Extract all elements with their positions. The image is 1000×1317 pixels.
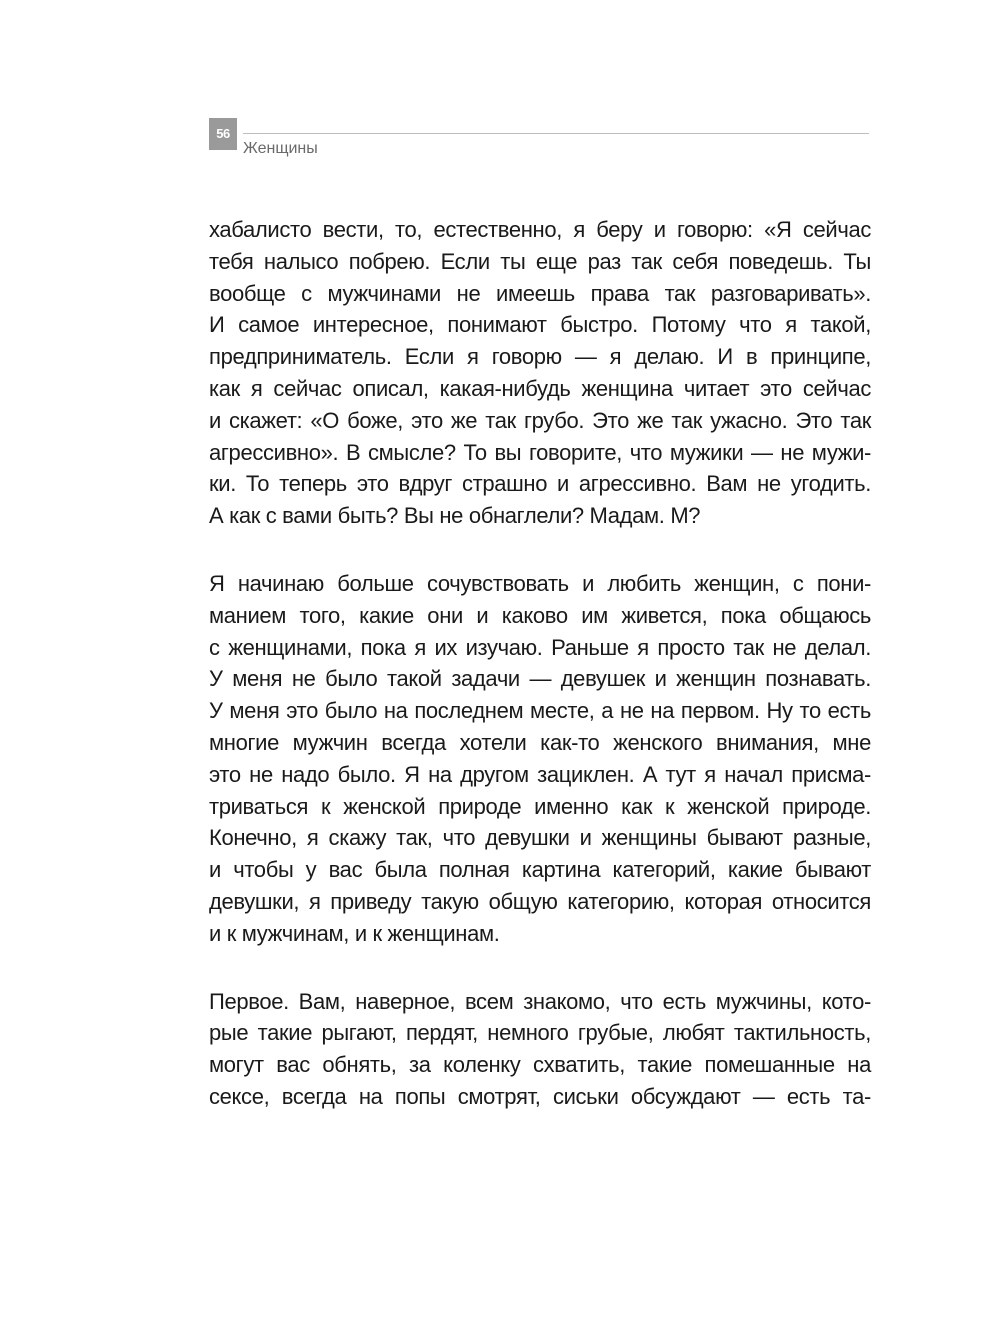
text-line: девушки, я приведу такую общую категорию, которая относится bbox=[209, 888, 871, 914]
text-line: и чтобы у вас была полная картина категорий, какие бывают bbox=[209, 857, 871, 883]
text-line: тебя налысо побрею. Если ты еще раз так себя поведешь. Ты bbox=[209, 248, 871, 274]
section-title: Женщины bbox=[243, 140, 318, 157]
text-line: и скажет: «О боже, это же так грубо. Это же так ужасно. Это так bbox=[209, 407, 871, 433]
paragraph-1 bbox=[209, 214, 871, 532]
text-line: ки. То теперь это вдруг страшно и агрессивно. Вам не угодить. bbox=[209, 471, 871, 497]
text-line: и к мужчинам, и к женщинам. bbox=[209, 920, 500, 946]
text-line: Первое. Вам, наверное, всем знакомо, что есть мужчины, кото- bbox=[209, 988, 871, 1014]
body-text bbox=[209, 214, 871, 1149]
text-line: вообще с мужчинами не имеешь права так разговаривать». bbox=[209, 280, 871, 306]
text-line: И самое интересное, понимают быстро. Потому что я такой, bbox=[209, 312, 871, 338]
text-line: рые такие рыгают, пердят, немного грубые, любят тактильность, bbox=[209, 1020, 871, 1046]
text-line: с женщинами, пока я их изучаю. Раньше я просто так не делал. bbox=[209, 634, 871, 660]
text-line: У меня не было такой задачи — девушек и женщин познавать. bbox=[209, 666, 871, 692]
text-line: сексе, всегда на попы смотрят, сиськи обсуждают — есть та- bbox=[209, 1083, 871, 1109]
page-number: 56 bbox=[209, 118, 237, 150]
paragraph-2 bbox=[209, 568, 871, 950]
text-line: многие мужчин всегда хотели как-то женского внимания, мне bbox=[209, 729, 871, 755]
text-line: предприниматель. Если я говорю — я делаю. И в принципе, bbox=[209, 344, 871, 370]
text-line: У меня это было на последнем месте, а не на первом. Ну то есть bbox=[209, 698, 871, 724]
text-line: Я начинаю больше сочувствовать и любить женщин, с пони- bbox=[209, 570, 871, 596]
text-line: агрессивно». В смысле? То вы говорите, что мужики — не мужи- bbox=[209, 439, 871, 465]
text-line: Конечно, я скажу так, что девушки и женщины бывают разные, bbox=[209, 825, 871, 851]
text-line: А как с вами быть? Вы не обнаглели? Мадам. М? bbox=[209, 503, 701, 529]
text-line: триваться к женской природе именно как к женской природе. bbox=[209, 793, 871, 819]
text-line: манием того, какие они и каково им живется, пока общаюсь bbox=[209, 602, 871, 628]
header-rule bbox=[243, 133, 869, 134]
text-line: это не надо было. Я на другом зациклен. А тут я начал присма- bbox=[209, 761, 871, 787]
text-line: как я сейчас описал, какая-нибудь женщина читает это сейчас bbox=[209, 375, 871, 401]
text-line: могут вас обнять, за коленку схватить, такие помешанные на bbox=[209, 1052, 871, 1078]
text-line: хабалисто вести, то, естественно, я беру и говорю: «Я сейчас bbox=[209, 217, 871, 242]
paragraph-3 bbox=[209, 986, 871, 1113]
running-header bbox=[209, 118, 869, 158]
